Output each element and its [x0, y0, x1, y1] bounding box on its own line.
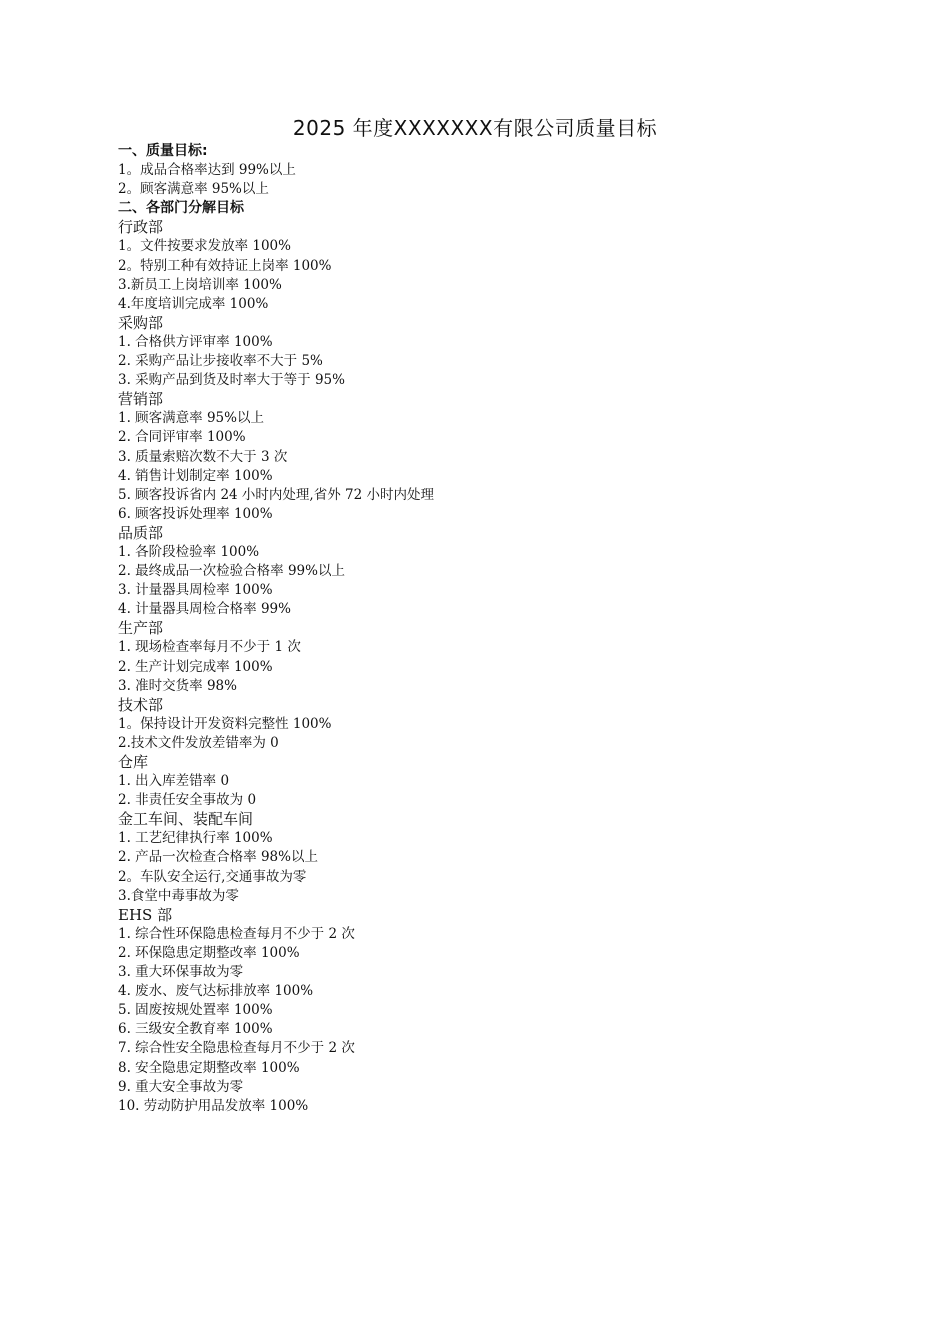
goal-item: 2。特别工种有效持证上岗率 100%	[118, 257, 332, 274]
department-heading: 品质部	[118, 523, 164, 542]
goal-item: 4. 废水、废气达标排放率 100%	[118, 983, 314, 1000]
department-heading: EHS 部	[118, 905, 173, 924]
goal-item: 1。成品合格率达到 99%以上	[118, 162, 296, 179]
goal-item: 4. 计量器具周检合格率 99%	[118, 601, 291, 618]
goal-item: 1. 顾客满意率 95%以上	[118, 410, 264, 427]
goal-item: 3.食堂中毒事故为零	[118, 887, 239, 904]
department-heading: 生产部	[118, 619, 164, 638]
goal-item: 10. 劳动防护用品发放率 100%	[118, 1097, 309, 1114]
goal-item: 3. 计量器具周检率 100%	[118, 582, 273, 599]
goal-item: 7. 综合性安全隐患检查每月不少于 2 次	[118, 1040, 355, 1057]
goal-item: 6. 三级安全教育率 100%	[118, 1021, 273, 1038]
goal-item: 3. 准时交货率 98%	[118, 677, 237, 694]
goal-item: 1. 现场检查率每月不少于 1 次	[118, 639, 301, 656]
goal-item: 3. 采购产品到货及时率大于等于 95%	[118, 372, 345, 389]
goal-item: 1. 综合性环保隐患检查每月不少于 2 次	[118, 925, 355, 942]
goal-item: 4. 销售计划制定率 100%	[118, 467, 273, 484]
goal-item: 5. 顾客投诉省内 24 小时内处理,省外 72 小时内处理	[118, 486, 434, 503]
goal-item: 3. 重大环保事故为零	[118, 964, 244, 981]
department-heading: 采购部	[118, 313, 164, 332]
goal-item: 6. 顾客投诉处理率 100%	[118, 505, 273, 522]
goal-item: 1. 出入库差错率 0	[118, 773, 230, 790]
goal-item: 2。顾客满意率 95%以上	[118, 181, 269, 198]
goal-item: 4.年度培训完成率 100%	[118, 295, 269, 312]
goal-item: 2。车队安全运行,交通事故为零	[118, 868, 307, 885]
goal-item: 1。文件按要求发放率 100%	[118, 238, 291, 255]
goal-item: 3.新员工上岗培训率 100%	[118, 276, 282, 293]
goal-item: 1。保持设计开发资料完整性 100%	[118, 715, 332, 732]
goal-item: 3. 质量索赔次数不大于 3 次	[118, 448, 288, 465]
department-heading: 金工车间、装配车间	[118, 810, 254, 829]
goal-item: 2. 最终成品一次检验合格率 99%以上	[118, 563, 345, 580]
goal-item: 2. 非责任安全事故为 0	[118, 792, 257, 809]
department-heading: 技术部	[118, 695, 164, 714]
section-heading: 一、质量目标:	[118, 143, 208, 159]
goal-item: 1. 工艺纪律执行率 100%	[118, 830, 273, 847]
section-heading: 二、各部门分解目标	[118, 200, 244, 217]
goal-item: 9. 重大安全事故为零	[118, 1078, 244, 1095]
goal-item: 1. 各阶段检验率 100%	[118, 543, 260, 560]
goal-item: 5. 固废按规处置率 100%	[118, 1002, 273, 1019]
goal-item: 2. 生产计划完成率 100%	[118, 658, 273, 675]
department-heading: 行政部	[118, 218, 164, 237]
department-heading: 仓库	[118, 753, 149, 771]
goal-item: 2. 采购产品让步接收率不大于 5%	[118, 353, 323, 370]
goal-item: 8. 安全隐患定期整改率 100%	[118, 1059, 300, 1076]
document-title: 2025 年度XXXXXXX有限公司质量目标	[292, 116, 658, 140]
goal-item: 2. 环保隐患定期整改率 100%	[118, 944, 300, 961]
document-body	[118, 142, 838, 1116]
goal-item: 1. 合格供方评审率 100%	[118, 333, 273, 350]
goal-item: 2.技术文件发放差错率为 0	[118, 734, 279, 751]
goal-item: 2. 产品一次检查合格率 98%以上	[118, 849, 318, 866]
goal-item: 2. 合同评审率 100%	[118, 429, 246, 446]
department-heading: 营销部	[118, 390, 164, 409]
